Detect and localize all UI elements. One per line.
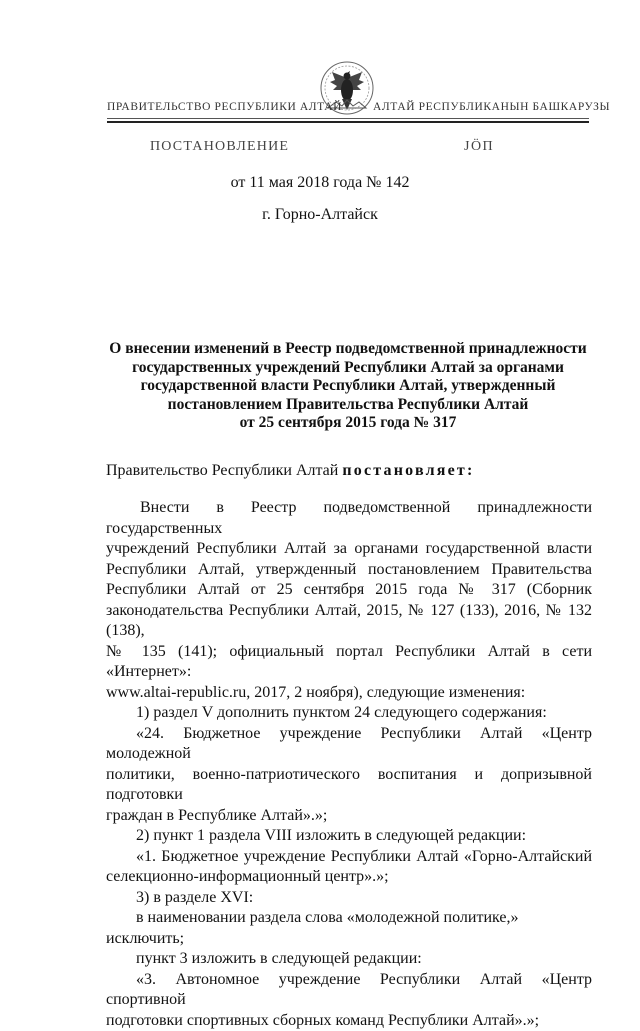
resolution-line	[106, 462, 475, 480]
quote-line: «3. Автономное учреждение Республики Алтай «Центр спортивной	[106, 970, 592, 1011]
resolution-word: постановляет:	[342, 462, 474, 479]
document-title	[108, 340, 588, 433]
quote-line: «24. Бюджетное учреждение Республики Алтай «Центр молодежной	[106, 724, 592, 765]
title-line: государственной власти Республики Алтай, утвержденный	[108, 377, 588, 396]
title-line: от 25 сентября 2015 года № 317	[108, 414, 588, 433]
government-name-altai: АЛТАЙ РЕСПУБЛИКАНЫН БАШКАРУЗЫ	[373, 101, 610, 113]
resolution-prefix: Правительство Республики Алтай	[106, 462, 342, 479]
body-line: www.altai-republic.ru, 2017, 2 ноября), следующие изменения:	[106, 683, 592, 704]
body-line: учреждений Республики Алтай за органами государственной власти	[106, 539, 592, 560]
body-line: № 135 (141); официальный портал Республики Алтай в сети «Интернет»:	[106, 642, 592, 683]
document-city: г. Горно-Алтайск	[0, 206, 640, 224]
body-line: Внести в Реестр подведомственной принадлежности государственных	[106, 498, 592, 539]
quote-line: политики, военно-патриотического воспитания и допризывной подготовки	[106, 765, 592, 806]
document-date-number: от 11 мая 2018 года № 142	[0, 174, 640, 192]
body-line: Республики Алтай, утвержденный постановлением Правительства	[106, 560, 592, 581]
amendment-item-3: 3) в разделе XVI:	[106, 888, 592, 909]
quote-line: подготовки спортивных сборных команд Республики Алтай».»;	[106, 1011, 592, 1031]
amendment-item-3b: пункт 3 изложить в следующей редакции:	[106, 949, 592, 970]
quote-line: «1. Бюджетное учреждение Республики Алтай «Горно-Алтайский	[106, 847, 592, 868]
government-name-ru: ПРАВИТЕЛЬСТВО РЕСПУБЛИКИ АЛТАЙ	[107, 101, 342, 113]
doc-type-ru: ПОСТАНОВЛЕНИЕ	[150, 139, 289, 155]
amendment-item-1: 1) раздел V дополнить пунктом 24 следующего содержания:	[106, 703, 592, 724]
doc-type-altai: ЈÖП	[464, 139, 494, 155]
body-line: законодательства Республики Алтай, 2015, № 127 (133), 2016, № 132 (138),	[106, 601, 592, 642]
body-line: Республики Алтай от 25 сентября 2015 года № 317 (Сборник	[106, 580, 592, 601]
header-rule-thick	[107, 121, 589, 123]
quote-line: граждан в Республике Алтай».»;	[106, 806, 592, 827]
amendment-item-2: 2) пункт 1 раздела VIII изложить в следующей редакции:	[106, 826, 592, 847]
amendment-item-3a: в наименовании раздела слова «молодежной политике,» исключить;	[106, 908, 592, 949]
document-body	[106, 498, 592, 1031]
quote-line: селекционно-информационный центр».»;	[106, 867, 592, 888]
title-line: О внесении изменений в Реестр подведомственной принадлежности	[108, 340, 588, 359]
header-rule-thin	[107, 118, 589, 119]
title-line: государственных учреждений Республики Алтай за органами	[108, 359, 588, 378]
title-line: постановлением Правительства Республики Алтай	[108, 396, 588, 415]
